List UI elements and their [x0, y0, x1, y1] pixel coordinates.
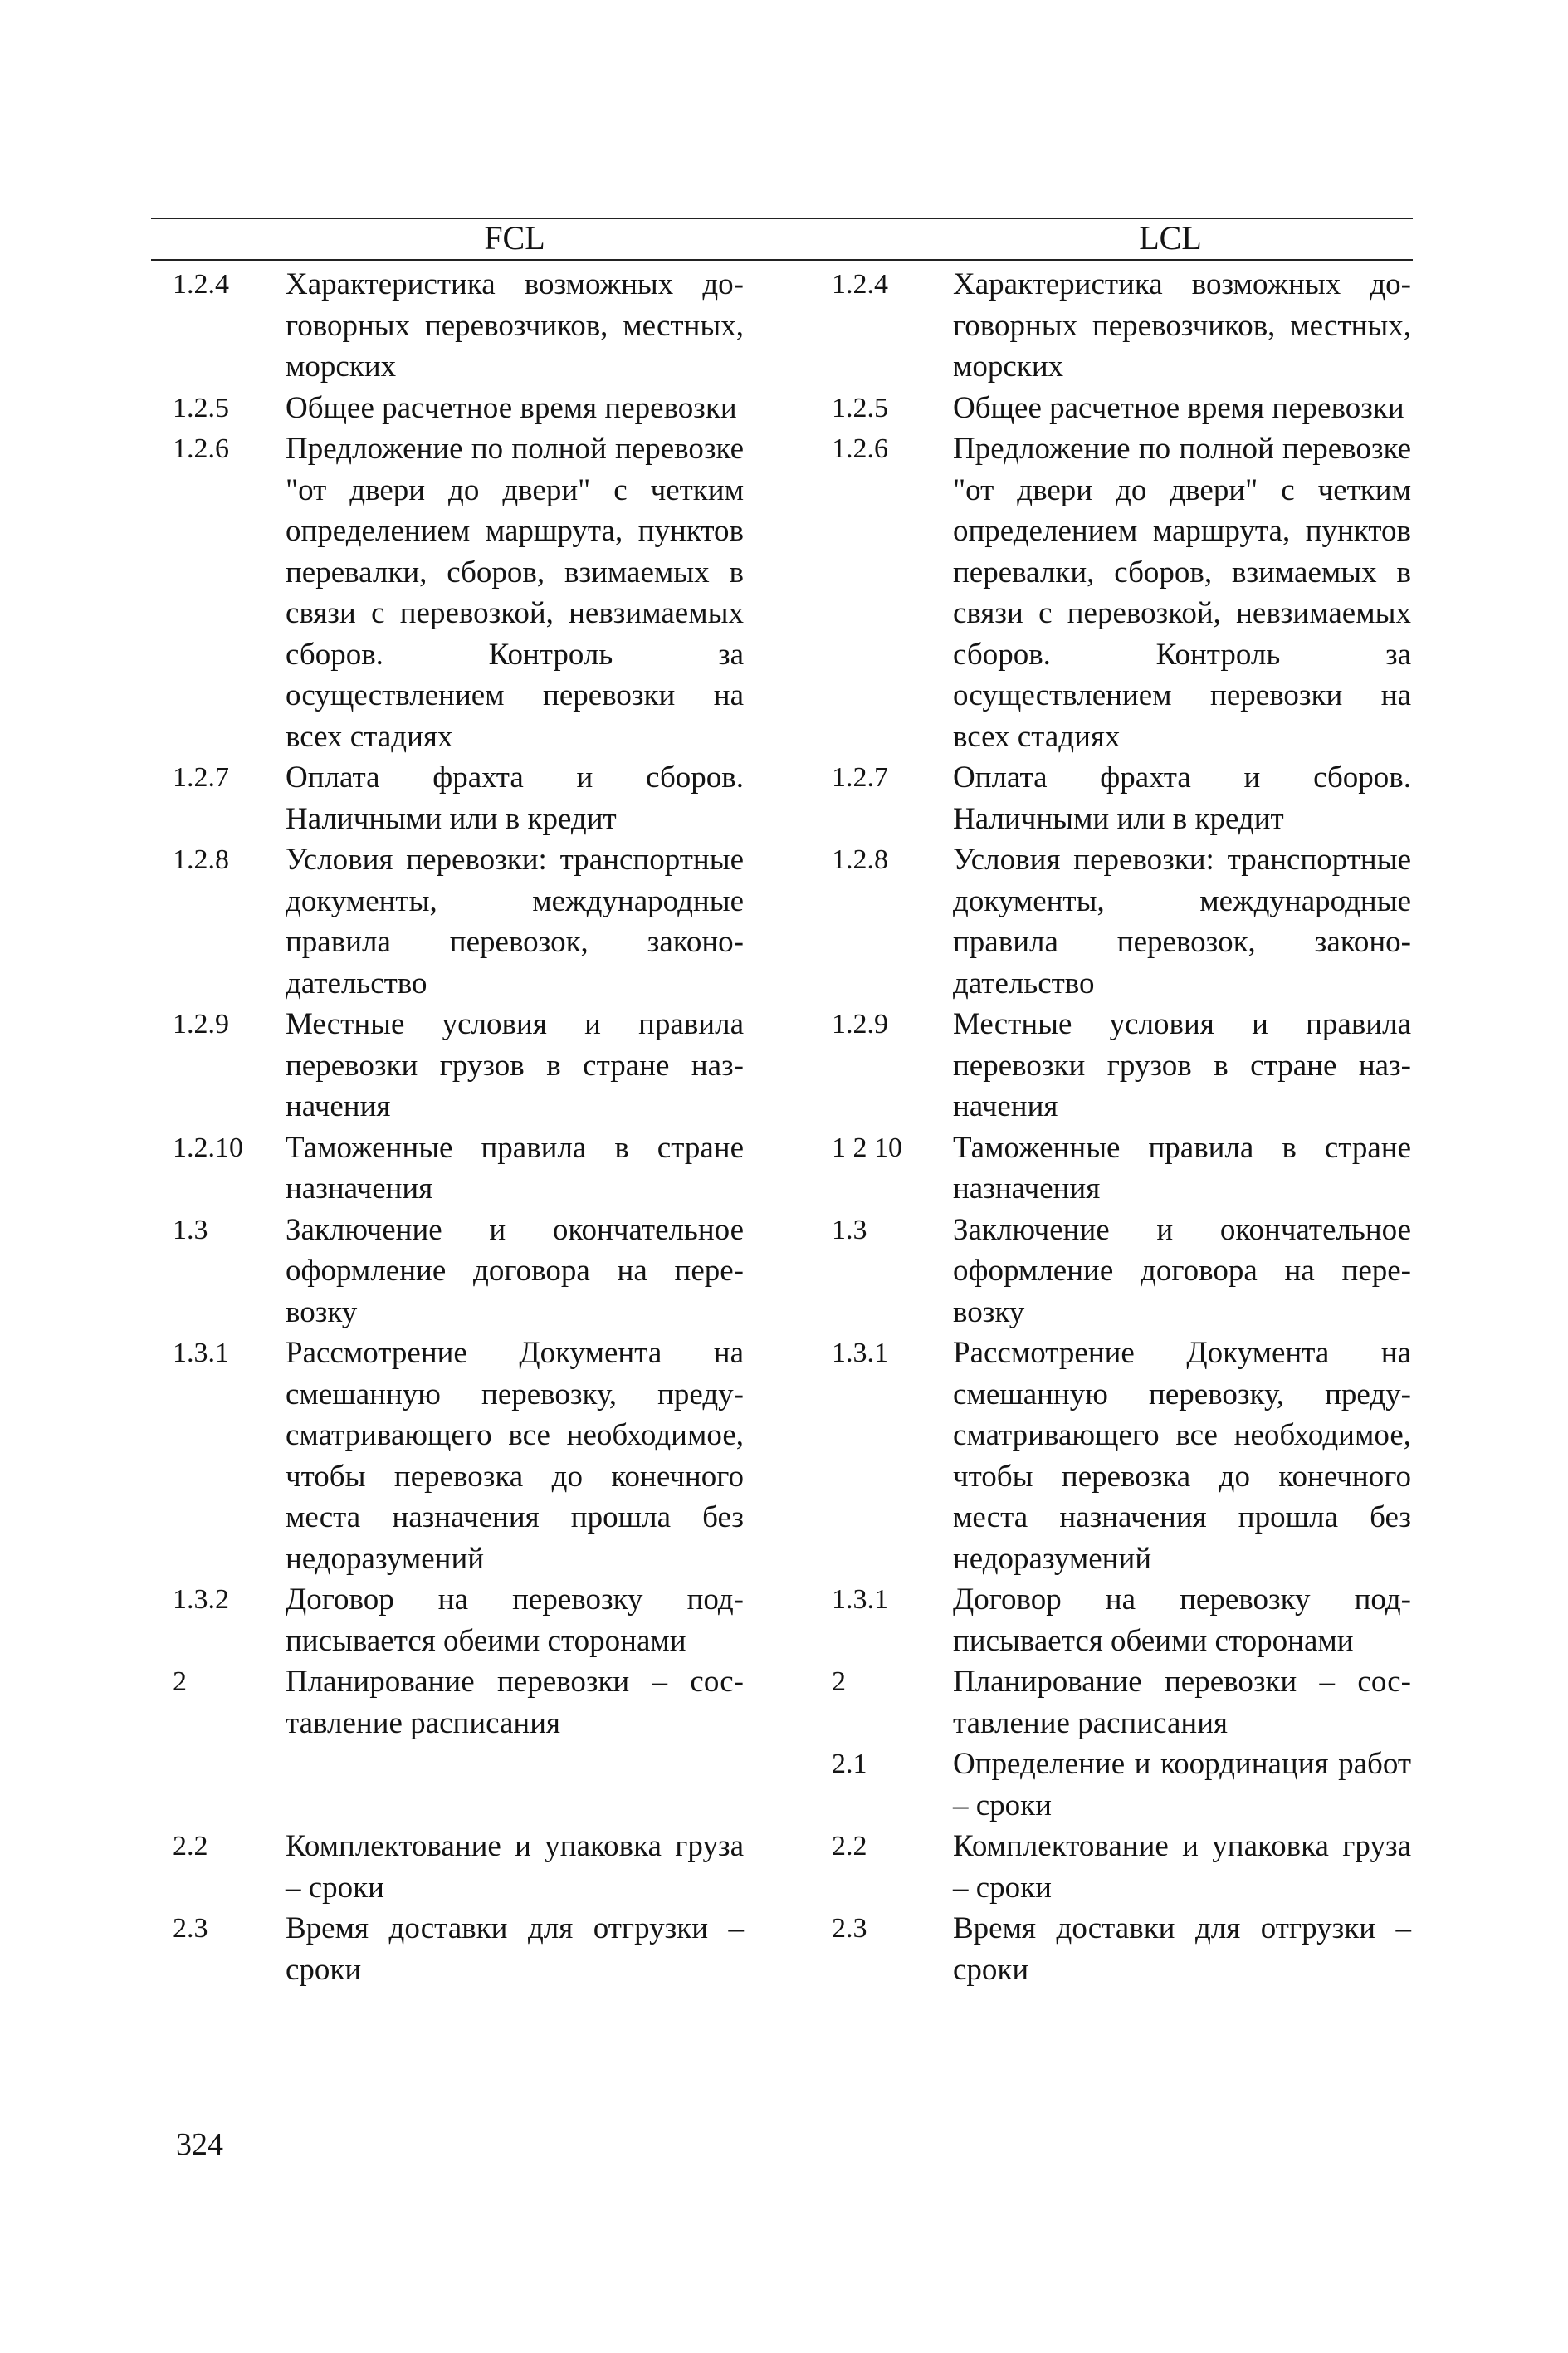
lcl-cell [832, 264, 1413, 388]
lcl-item-text: Таможенные правила в стране назначения [953, 1130, 1411, 1206]
table-row [173, 1004, 1413, 1128]
lcl-cell [832, 1210, 1413, 1333]
fcl-item-number: 1.2.7 [173, 762, 229, 793]
table-row [173, 757, 1413, 839]
lcl-cell [832, 388, 1413, 429]
fcl-cell [173, 839, 832, 1004]
lcl-cell [832, 1908, 1413, 1990]
lcl-item-number: 2.2 [832, 1831, 867, 1861]
lcl-cell [832, 428, 1413, 757]
fcl-item-number: 1.3.1 [173, 1338, 229, 1368]
lcl-item-text: Определение и координация работ – сроки [953, 1747, 1411, 1822]
fcl-item-text: Заключение и окончательное оформление договора на перевозку [286, 1212, 744, 1329]
table-row [173, 428, 1413, 757]
fcl-item-text: Оплата фрахта и сборов. Наличными или в кредит [286, 761, 744, 836]
lcl-item-number: 2.1 [832, 1749, 867, 1779]
comparison-table [173, 264, 1413, 1990]
fcl-cell [173, 1004, 832, 1128]
fcl-cell [173, 1579, 832, 1661]
fcl-cell [173, 757, 832, 839]
fcl-cell [173, 1908, 832, 1990]
column-header-lcl: LCL [1139, 219, 1202, 257]
lcl-item-text: Условия перевозки: транспортные документы, международные правила перевозок, законодательство [953, 843, 1411, 1000]
fcl-item-number: 1.2.5 [173, 392, 229, 423]
lcl-item-number: 2.3 [832, 1913, 867, 1944]
fcl-cell [173, 388, 832, 429]
lcl-cell [832, 839, 1413, 1004]
table-row [173, 1661, 1413, 1744]
lcl-cell [832, 1004, 1413, 1128]
header-rule [151, 259, 1413, 261]
fcl-cell [173, 428, 832, 757]
table-row [173, 839, 1413, 1004]
fcl-item-text: Рассмотрение Документа на смешанную перевозку, предусматривающего все необходимое, чтобы перевозка до конечного места назначения прошла без недоразумений [286, 1336, 744, 1576]
lcl-cell [832, 1333, 1413, 1579]
lcl-item-text: Время доставки для отгрузки – сроки [953, 1911, 1411, 1987]
lcl-item-text: Предложение по полной перевозке "от двери до двери" с четким определением маршрута, пунктов перевалки, сборов, взимаемых в связи с перевозкой, невзимаемых сборов. Контроль за осуществлением перевозки на всех стадиях [953, 432, 1411, 754]
lcl-cell [832, 1579, 1413, 1661]
lcl-cell [832, 1826, 1413, 1908]
page-number: 324 [176, 2127, 223, 2162]
lcl-item-number: 1.3 [832, 1214, 867, 1245]
fcl-item-number: 2 [173, 1666, 187, 1697]
fcl-item-number: 1.2.8 [173, 844, 229, 875]
fcl-item-number: 1.3.2 [173, 1584, 229, 1615]
lcl-item-number: 2 [832, 1666, 846, 1697]
lcl-item-number: 1.2.9 [832, 1009, 888, 1040]
fcl-item-text: Условия перевозки: транспортные документы, международные правила перевозок, законодательство [286, 843, 744, 1000]
fcl-item-number: 1.3 [173, 1214, 208, 1245]
fcl-item-text: Таможенные правила в стране назначения [286, 1130, 744, 1206]
lcl-item-text: Комплектование и упаковка груза – сроки [953, 1829, 1411, 1905]
table-row [173, 1128, 1413, 1210]
fcl-item-number: 2.3 [173, 1913, 208, 1944]
lcl-item-number: 1.3.1 [832, 1338, 888, 1368]
lcl-item-text: Рассмотрение Документа на смешанную перевозку, предусматривающего все необходимое, чтобы перевозка до конечного места назначения прошла без недоразумений [953, 1336, 1411, 1576]
lcl-item-text: Местные условия и правила перевозки грузов в стране назначения [953, 1007, 1411, 1123]
lcl-item-text: Заключение и окончательное оформление договора на перевозку [953, 1212, 1411, 1329]
fcl-item-text: Общее расчетное время перевозки [286, 390, 737, 425]
fcl-item-number: 1.2.4 [173, 269, 229, 300]
fcl-cell [173, 1826, 832, 1908]
fcl-item-number: 1.2.9 [173, 1009, 229, 1040]
fcl-item-text: Предложение по полной перевозке "от двери до двери" с четким определением маршрута, пунктов перевалки, сборов, взимаемых в связи с перевозкой, невзимаемых сборов. Контроль за осуществлением перевозки на всех стадиях [286, 432, 744, 754]
table-row [173, 1826, 1413, 1908]
fcl-item-number: 2.2 [173, 1831, 208, 1861]
lcl-item-number: 1.2.5 [832, 392, 888, 423]
column-header-fcl: FCL [484, 219, 545, 257]
fcl-item-text: Планирование перевозки – составление расписания [286, 1665, 744, 1740]
fcl-cell [173, 1128, 832, 1210]
fcl-item-number: 1.2.6 [173, 433, 229, 464]
lcl-item-text: Общее расчетное время перевозки [953, 390, 1404, 425]
lcl-item-number: 1.3.1 [832, 1584, 888, 1615]
table-row [173, 1908, 1413, 1990]
lcl-cell [832, 757, 1413, 839]
table-row [173, 388, 1413, 429]
fcl-item-text: Характеристика возможных договорных перевозчиков, местных, морских [286, 267, 744, 384]
lcl-item-text: Характеристика возможных договорных перевозчиков, местных, морских [953, 267, 1411, 384]
lcl-item-number: 1 2 10 [832, 1132, 902, 1163]
fcl-item-text: Договор на перевозку подписывается обеими сторонами [286, 1583, 744, 1658]
lcl-cell [832, 1661, 1413, 1744]
fcl-item-text: Время доставки для отгрузки – сроки [286, 1911, 744, 1987]
table-row [173, 264, 1413, 388]
lcl-item-number: 1.2.4 [832, 269, 888, 300]
lcl-cell [832, 1128, 1413, 1210]
fcl-cell [173, 1210, 832, 1333]
lcl-item-number: 1.2.7 [832, 762, 888, 793]
table-row [173, 1210, 1413, 1333]
fcl-item-text: Комплектование и упаковка груза – сроки [286, 1829, 744, 1905]
table-row [173, 1744, 1413, 1826]
fcl-cell [173, 1333, 832, 1579]
lcl-item-number: 1.2.6 [832, 433, 888, 464]
lcl-item-text: Оплата фрахта и сборов. Наличными или в кредит [953, 761, 1411, 836]
table-row [173, 1579, 1413, 1661]
fcl-item-number: 1.2.10 [173, 1132, 243, 1163]
fcl-cell [173, 264, 832, 388]
fcl-item-text: Местные условия и правила перевозки грузов в стране назначения [286, 1007, 744, 1123]
fcl-cell [173, 1661, 832, 1744]
lcl-item-text: Договор на перевозку подписывается обеими сторонами [953, 1583, 1411, 1658]
table-row [173, 1333, 1413, 1579]
lcl-item-text: Планирование перевозки – составление расписания [953, 1665, 1411, 1740]
lcl-item-number: 1.2.8 [832, 844, 888, 875]
lcl-cell [832, 1744, 1413, 1826]
